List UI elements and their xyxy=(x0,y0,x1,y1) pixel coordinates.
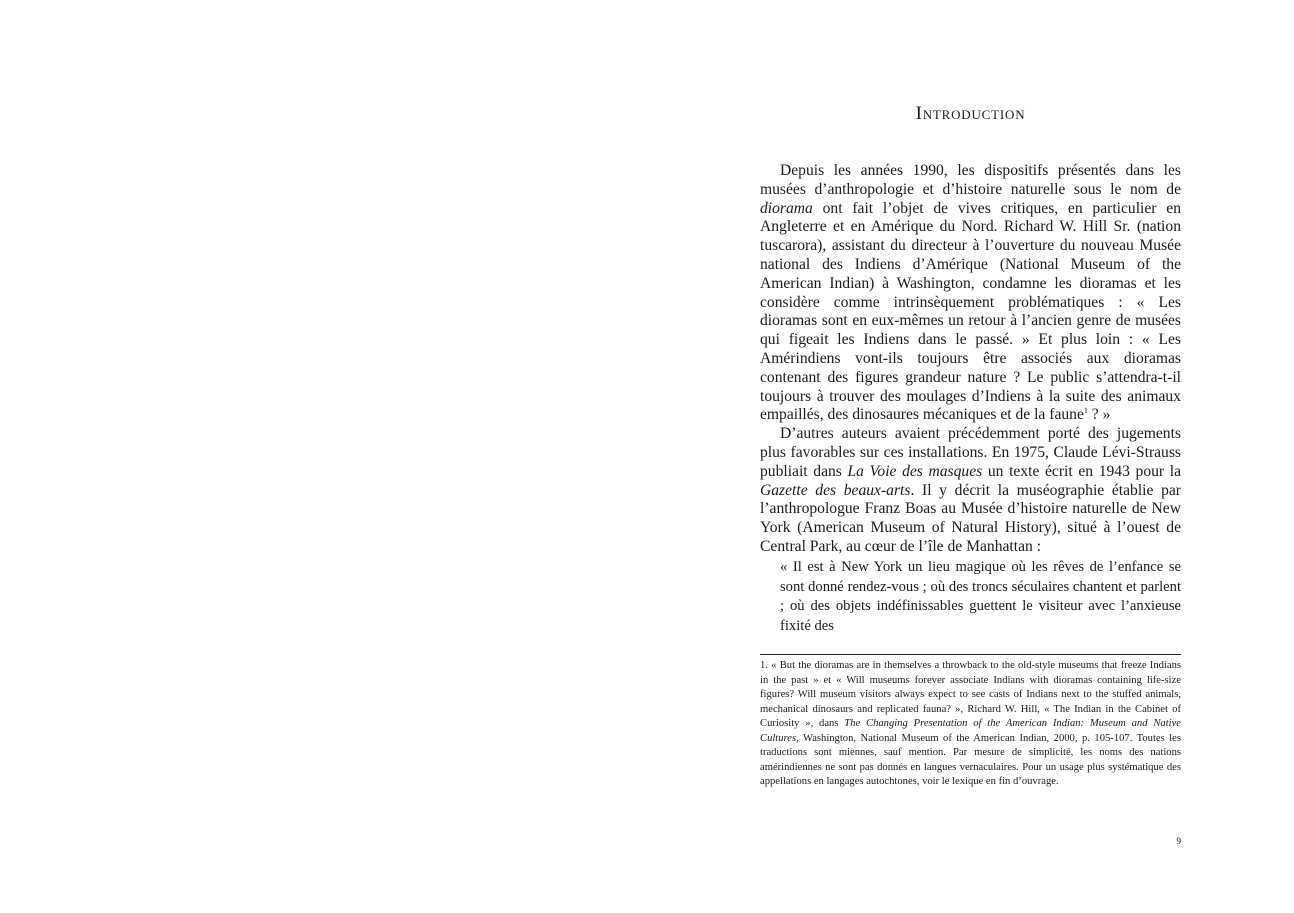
paragraph-1-part-2: ont fait l’objet de vives critiques, en particulier en Angleterre et en Amérique du Nord. Richard W. Hill Sr. (nation tuscarora), assistant du directeur à l’ouverture du nouveau Musée national des Indiens d’Amérique (National Museum of the American Indian) à Washington, condamne les dioramas et les considère comme intrinsèquement problématiques : « Les dioramas sont en eux-mêmes un retour à l’ancien genre de musées qui figeait les Indiens dans le passé. » Et plus loin : « Les Amérindiens vont-ils toujours être associés aux dioramas contenant des figures grandeur nature ? Le public s’attendra-t-il toujours à trouver des moulages d’Indiens à la suite des animaux empaillés, des dinosaures mécaniques et de la faune xyxy=(760,199,1181,424)
paragraph-2-part-1: D’autres auteurs avaient précédemment porté des jugements plus favorables sur ces installations. En 1975, Claude Lévi-Strauss publiait dans xyxy=(760,425,1181,480)
paragraph-2-part-3: . Il y décrit la muséographie établie par l’anthropologue Franz Boas au Musée d’histoire naturelle de New York (American Museum of Natural History), situé à l’ouest de Central Park, au cœur de l’île de Manhattan : xyxy=(760,481,1181,555)
paragraph-1-part-3: ? » xyxy=(1087,406,1111,424)
diorama-term: diorama xyxy=(760,199,813,217)
footnote-book-title: The Changing Presentation of the American Indian: Museum and Native Cultures xyxy=(760,718,1181,744)
book-title-voie-des-masques: La Voie des masques xyxy=(847,462,983,480)
body-text xyxy=(760,162,1181,557)
paragraph-2 xyxy=(760,425,1181,557)
footnote-part-2: , Washington, National Museum of the American Indian, 2000, p. 105-107. Toutes les traductions sont miennes, sauf mention. Par mesure de simplicité, les noms des nations amérindiennes ne sont pas donnés en langues vernaculaires. Pour un usage plus systématique des appellations en langages autochtones, voir le lexique en fin d’ouvrage. xyxy=(760,732,1181,788)
page-number: 9 xyxy=(1176,836,1181,846)
footnote-1 xyxy=(760,659,1181,790)
chapter-title: Introduction xyxy=(915,103,1026,124)
paragraph-1 xyxy=(760,162,1181,425)
paragraph-1-part-1: Depuis les années 1990, les dispositifs présentés dans les musées d’anthropologie et d’histoire naturelle sous le nom de xyxy=(760,162,1181,198)
journal-title-gazette: Gazette des beaux-arts xyxy=(760,481,911,499)
footnote-reference[interactable]: 1 xyxy=(1083,406,1088,416)
footnote-divider xyxy=(760,654,1181,655)
book-page xyxy=(760,0,1181,913)
footnote-part-1: 1. « But the dioramas are in themselves a throwback to the old-style museums that freeze Indians in the past » et « Will museums forever associate Indians with dioramas containing life-size figures? Will museum visitors always expect to see casts of Indians next to the stuffed animals, mechanical dinosaurs and replicated fauna? », Richard W. Hill, « The Indian in the Cabinet of Curiosity », dans xyxy=(760,660,1181,730)
block-quote: « Il est à New York un lieu magique où les rêves de l’enfance se sont donné rendez-vous ; où des troncs séculaires chantent et parlent ; où des objets indéfinissables guettent le visiteur avec l’anxieuse fixité des xyxy=(780,559,1181,634)
paragraph-2-part-2: un texte écrit en 1943 pour la xyxy=(982,462,1181,480)
